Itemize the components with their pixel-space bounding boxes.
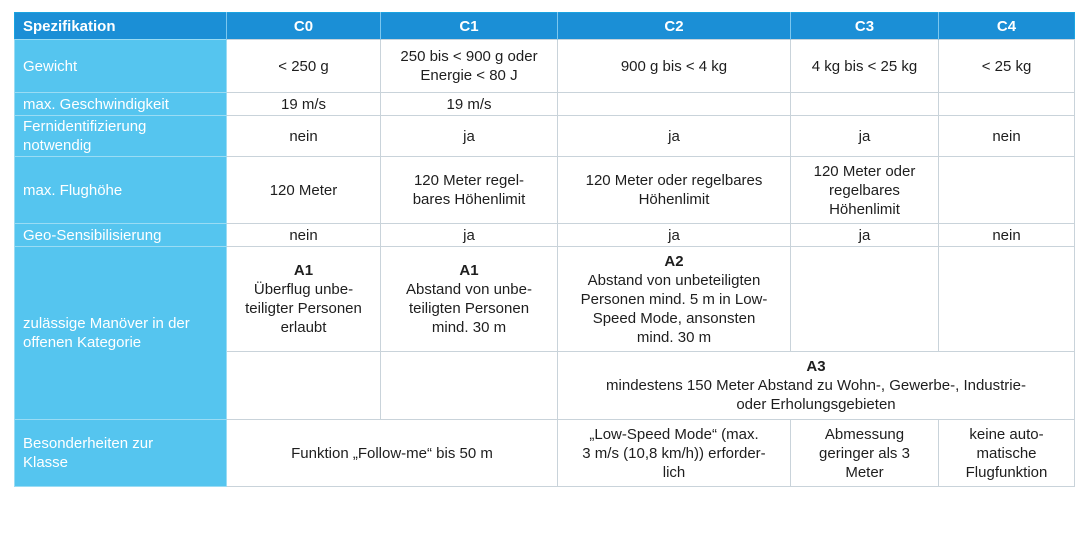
maneuvers-c2-line: Speed Mode, ansonsten: [592, 309, 756, 327]
row-label-max-altitude: max. Flughöhe: [15, 157, 227, 224]
maneuvers-c1-code: A1: [459, 262, 479, 279]
row-features: [15, 420, 1075, 487]
row-label-remote-id: [15, 116, 227, 157]
weight-c3: 4 kg bis < 25 kg: [791, 40, 939, 93]
altitude-c1-line: 120 Meter regel-: [413, 172, 525, 189]
maneuvers-a3-line: mindestens 150 Meter Abstand zu Wohn-, Gewerbe-, Industrie-: [606, 377, 1026, 394]
weight-c0: < 250 g: [227, 40, 381, 93]
weight-c4: < 25 kg: [939, 40, 1075, 93]
speed-c3: [791, 93, 939, 116]
maneuvers-a3-code: A3: [806, 358, 826, 375]
remote-id-c0: nein: [227, 116, 381, 157]
remote-id-c3: ja: [791, 116, 939, 157]
maneuvers-c2: [558, 247, 791, 352]
maneuvers-label-line: zulässige Manöver in der: [23, 315, 190, 332]
header-c3: C3: [791, 13, 939, 40]
speed-c0: 19 m/s: [227, 93, 381, 116]
features-c3-line: geringer als 3: [819, 444, 910, 462]
maneuvers-a3: [558, 352, 1075, 420]
header-spezifikation: Spezifikation: [15, 13, 227, 40]
weight-c1: [381, 40, 558, 93]
row-label-max-speed: max. Geschwindigkeit: [15, 93, 227, 116]
geo-c2: ja: [558, 224, 791, 247]
maneuvers-c1-line: mind. 30 m: [431, 319, 507, 336]
altitude-c2: [558, 157, 791, 224]
features-c4-line: matische: [976, 444, 1037, 462]
features-c2-line: 3 m/s (10,8 km/h)) erforder-: [582, 444, 766, 462]
geo-c1: ja: [381, 224, 558, 247]
features-c2: [558, 420, 791, 487]
row-weight: [15, 40, 1075, 93]
row-label-maneuvers: [15, 247, 227, 420]
maneuvers-label-line: offenen Kategorie: [23, 334, 142, 351]
maneuvers-c2-code: A2: [664, 252, 684, 270]
maneuvers-c0-line: teiligter Personen: [245, 300, 362, 317]
features-c4-line: Flugfunktion: [965, 463, 1048, 481]
maneuvers-c0-code: A1: [293, 262, 314, 279]
maneuvers-c1-line: teiligten Personen: [408, 300, 530, 317]
features-c4-line: keine auto-: [969, 425, 1044, 443]
row-geo-awareness: [15, 224, 1075, 247]
spec-table-container: [14, 12, 1075, 487]
remote-id-c2: ja: [558, 116, 791, 157]
maneuvers-c1-line: Abstand von unbe-: [406, 281, 532, 298]
header-row: [15, 13, 1075, 40]
remote-id-label-line: notwendig: [23, 137, 92, 154]
maneuvers-c0: [227, 247, 381, 352]
features-c3-line: Abmessung: [824, 425, 905, 443]
header-c0: C0: [227, 13, 381, 40]
weight-c1-line: Energie < 80 J: [420, 67, 518, 84]
altitude-c3-line: Höhenlimit: [829, 200, 900, 218]
features-label-line: Klasse: [23, 454, 69, 471]
maneuvers-c2-line: mind. 30 m: [636, 328, 712, 346]
features-c0-c1: Funktion „Follow-me“ bis 50 m: [227, 420, 558, 487]
row-maneuvers: [15, 247, 1075, 352]
altitude-c4: [939, 157, 1075, 224]
features-c4: [939, 420, 1075, 487]
remote-id-label-line: Fernidentifizierung: [23, 118, 147, 135]
row-max-speed: [15, 93, 1075, 116]
altitude-c2-line: Höhenlimit: [638, 191, 710, 208]
altitude-c2-line: 120 Meter oder regelbares: [585, 172, 763, 189]
geo-c0: nein: [227, 224, 381, 247]
maneuvers-c1: [381, 247, 558, 352]
altitude-c0: 120 Meter: [227, 157, 381, 224]
row-remote-id: [15, 116, 1075, 157]
speed-c4: [939, 93, 1075, 116]
features-c2-line: lich: [662, 463, 686, 481]
maneuvers-c4: [939, 247, 1075, 352]
maneuvers-c0-line: Überflug unbe-: [253, 281, 354, 298]
row-label-geo-awareness: Geo-Sensibilisierung: [15, 224, 227, 247]
features-c3: [791, 420, 939, 487]
weight-c2: 900 g bis < 4 kg: [558, 40, 791, 93]
maneuvers-c0-line: erlaubt: [280, 319, 327, 336]
altitude-c3-line: regelbares: [829, 181, 900, 199]
maneuvers-a3-line: oder Erholungsgebieten: [736, 396, 896, 413]
maneuvers-c3: [791, 247, 939, 352]
features-c3-line: Meter: [845, 463, 884, 481]
altitude-c3-line: 120 Meter oder: [813, 162, 916, 180]
header-c4: C4: [939, 13, 1075, 40]
geo-c3: ja: [791, 224, 939, 247]
maneuvers-c2-line: Abstand von unbeteiligten: [587, 271, 761, 289]
maneuvers-c2-line: Personen mind. 5 m in Low-: [580, 290, 768, 308]
speed-c1: 19 m/s: [381, 93, 558, 116]
altitude-c3: [791, 157, 939, 224]
header-c1: C1: [381, 13, 558, 40]
maneuvers-a3-c0: [227, 352, 381, 420]
altitude-c1-line: bares Höhenlimit: [412, 191, 526, 208]
drone-class-spec-table: [14, 12, 1075, 487]
remote-id-c4: nein: [939, 116, 1075, 157]
row-label-features: [15, 420, 227, 487]
maneuvers-a3-c1: [381, 352, 558, 420]
features-label-line: Besonderheiten zur: [23, 435, 154, 452]
features-c2-line: „Low-Speed Mode“ (max.: [589, 425, 759, 443]
row-max-altitude: [15, 157, 1075, 224]
altitude-c1: [381, 157, 558, 224]
row-label-weight: Gewicht: [15, 40, 227, 93]
remote-id-c1: ja: [381, 116, 558, 157]
weight-c1-line: 250 bis < 900 g oder: [400, 48, 538, 65]
speed-c2: [558, 93, 791, 116]
header-c2: C2: [558, 13, 791, 40]
geo-c4: nein: [939, 224, 1075, 247]
